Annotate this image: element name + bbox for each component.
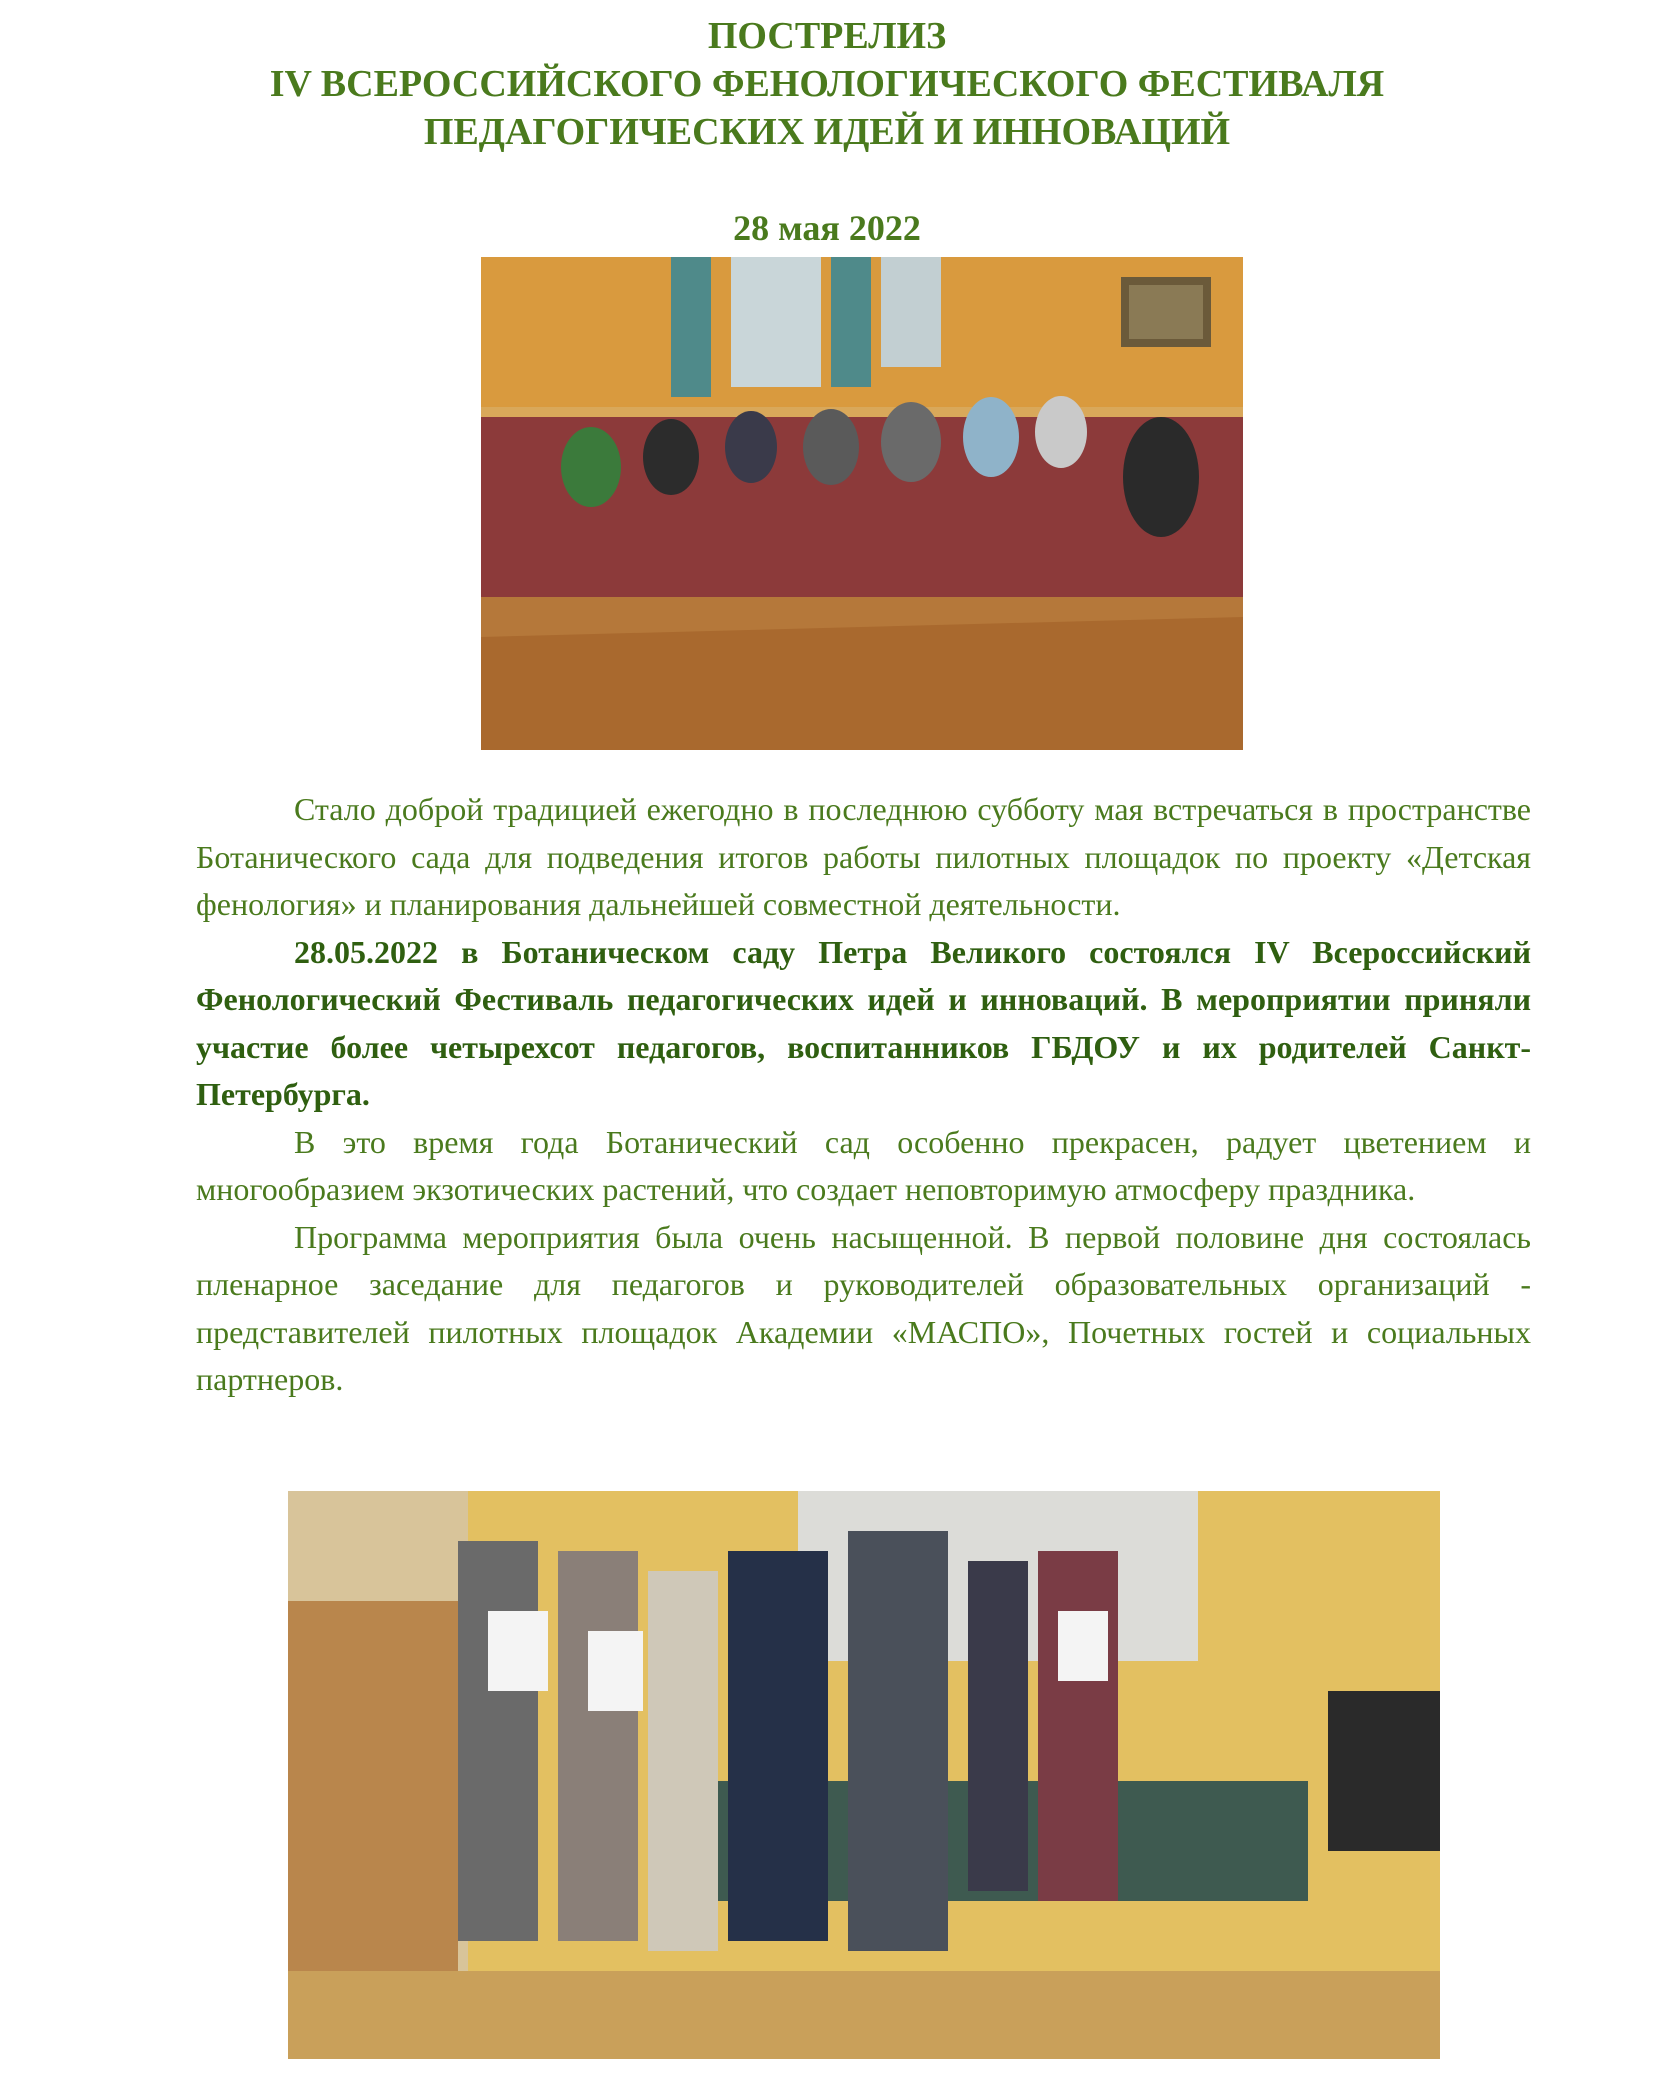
paragraph-2: 28.05.2022 в Ботаническом саду Петра Великого состоялся IV Всероссийский Фенологический Фестиваль педагогических идей и инноваций. В мероприятии приняли участие более четырехсот педагогов, воспитанников ГБДОУ и их родителей Санкт-Петербурга.	[196, 933, 1531, 1112]
title-line-2: IV ВСЕРОССИЙСКОГО ФЕНОЛОГИЧЕСКОГО ФЕСТИВАЛЯ	[269, 63, 1385, 105]
audience-photo-image	[481, 257, 1243, 750]
document-title	[0, 12, 1654, 156]
title-line-3: ПЕДАГОГИЧЕСКИХ ИДЕЙ И ИННОВАЦИЙ	[423, 111, 1231, 153]
paragraph-1: Стало доброй традицией ежегодно в последнюю субботу мая встречаться в пространстве Ботанического сада для подведения итогов работы пилотных площадок по проекту «Детская фенология» и планирования дальнейшей совместной деятельности.	[196, 791, 1531, 922]
title-line-1: ПОСТРЕЛИЗ	[707, 15, 947, 57]
body-text	[196, 786, 1531, 1404]
audience-photo	[481, 257, 1243, 750]
paragraph-4: Программа мероприятия была очень насыщенной. В первой половине дня состоялась пленарное заседание для педагогов и руководителей образовательных организаций - представителей пилотных площадок Академии «МАСПО», Почетных гостей и социальных партнеров.	[196, 1218, 1531, 1397]
paragraph-3: В это время года Ботанический сад особенно прекрасен, радует цветением и многообразием экзотических растений, что создает неповторимую атмосферу праздника.	[196, 1123, 1531, 1207]
award-ceremony-photo	[288, 1491, 1440, 2059]
award-ceremony-photo-image	[288, 1491, 1440, 2059]
event-date: 28 мая 2022	[733, 208, 921, 248]
